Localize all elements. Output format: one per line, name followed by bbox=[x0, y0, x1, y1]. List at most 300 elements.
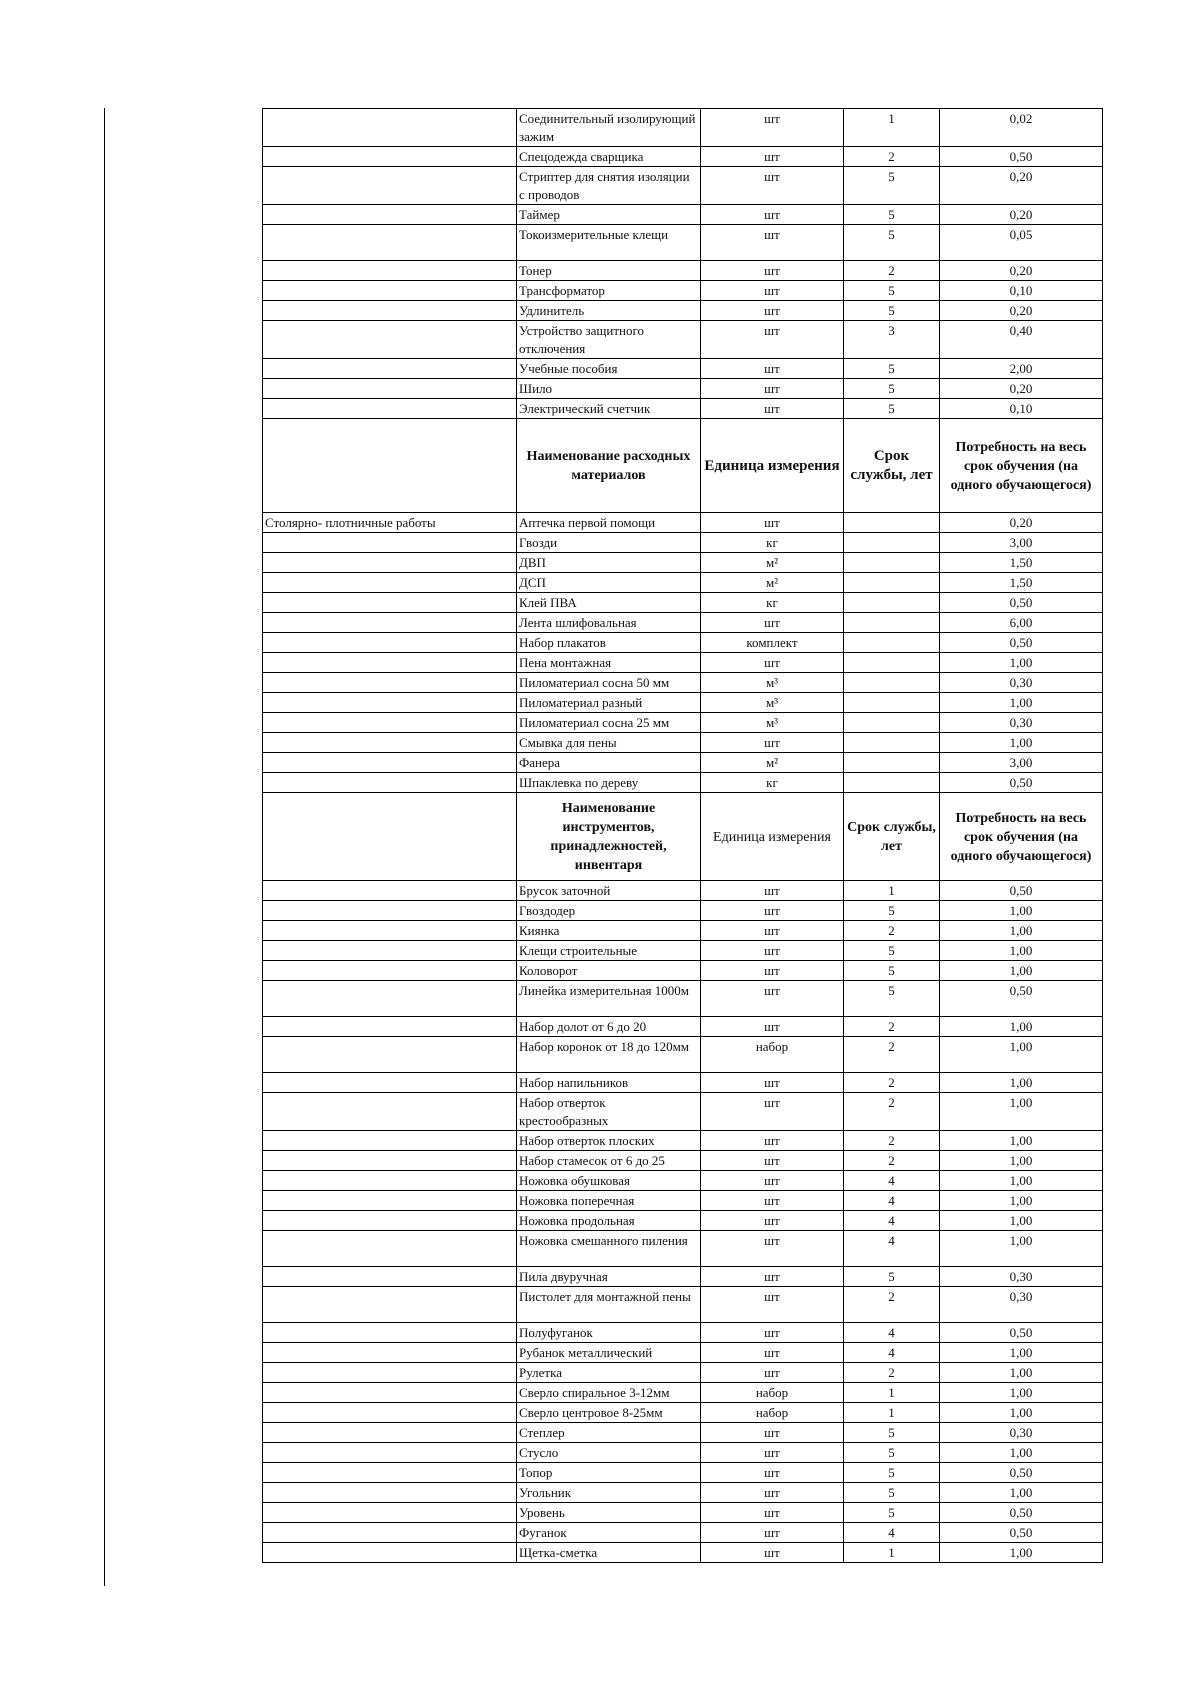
service-life-cell bbox=[844, 513, 940, 533]
header-requirement: Потребность на весь срок обучения (на одного обучающегося) bbox=[940, 793, 1103, 881]
table-row bbox=[263, 901, 1103, 921]
category-cell bbox=[263, 1383, 517, 1403]
service-life-cell: 5 bbox=[844, 961, 940, 981]
category-cell bbox=[263, 1131, 517, 1151]
tools-header-row bbox=[263, 793, 1103, 881]
category-cell bbox=[263, 1191, 517, 1211]
category-cell bbox=[263, 419, 517, 513]
requirement-cell: 1,00 bbox=[940, 1483, 1103, 1503]
item-name-cell: Набор отверток крестообразных bbox=[517, 1093, 701, 1131]
table-row bbox=[263, 1211, 1103, 1231]
table-row bbox=[263, 773, 1103, 793]
table-row bbox=[263, 673, 1103, 693]
unit-cell: кг bbox=[701, 533, 844, 553]
table-row bbox=[263, 1443, 1103, 1463]
unit-cell: шт bbox=[701, 147, 844, 167]
table-row bbox=[263, 921, 1103, 941]
service-life-cell bbox=[844, 713, 940, 733]
item-name-cell: Трансформатор bbox=[517, 281, 701, 301]
requirement-cell: 2,00 bbox=[940, 359, 1103, 379]
item-name-cell: Набор коронок от 18 до 120мм bbox=[517, 1037, 701, 1073]
service-life-cell: 5 bbox=[844, 1483, 940, 1503]
service-life-cell bbox=[844, 613, 940, 633]
requirement-cell: 0,50 bbox=[940, 1503, 1103, 1523]
service-life-cell: 2 bbox=[844, 1363, 940, 1383]
table-row bbox=[263, 399, 1103, 419]
requirement-cell: 1,00 bbox=[940, 1017, 1103, 1037]
requirement-cell: 0,50 bbox=[940, 773, 1103, 793]
service-life-cell bbox=[844, 773, 940, 793]
item-name-cell: Пена монтажная bbox=[517, 653, 701, 673]
unit-cell: шт bbox=[701, 1171, 844, 1191]
requirement-cell: 0,50 bbox=[940, 1523, 1103, 1543]
service-life-cell: 2 bbox=[844, 1151, 940, 1171]
unit-cell: шт bbox=[701, 901, 844, 921]
service-life-cell: 4 bbox=[844, 1323, 940, 1343]
requirement-cell: 0,50 bbox=[940, 593, 1103, 613]
category-cell bbox=[263, 1211, 517, 1231]
requirement-cell: 1,00 bbox=[940, 901, 1103, 921]
item-name-cell: Набор напильников bbox=[517, 1073, 701, 1093]
service-life-cell: 5 bbox=[844, 941, 940, 961]
requirement-cell: 0,50 bbox=[940, 881, 1103, 901]
item-name-cell: Удлинитель bbox=[517, 301, 701, 321]
requirement-cell: 1,00 bbox=[940, 961, 1103, 981]
table-row bbox=[263, 1503, 1103, 1523]
item-name-cell: Соединительный изолирующий зажим bbox=[517, 109, 701, 147]
category-cell bbox=[263, 1037, 517, 1073]
item-name-cell: Фанера bbox=[517, 753, 701, 773]
requirement-cell: 3,00 bbox=[940, 753, 1103, 773]
unit-cell: шт bbox=[701, 225, 844, 261]
item-name-cell: Угольник bbox=[517, 1483, 701, 1503]
table-row bbox=[263, 359, 1103, 379]
item-name-cell: Рулетка bbox=[517, 1363, 701, 1383]
category-cell bbox=[263, 881, 517, 901]
category-cell bbox=[263, 147, 517, 167]
service-life-cell: 5 bbox=[844, 1463, 940, 1483]
item-name-cell: Гвоздодер bbox=[517, 901, 701, 921]
service-life-cell: 4 bbox=[844, 1343, 940, 1363]
unit-cell: шт bbox=[701, 921, 844, 941]
header-name: Наименование расходных материалов bbox=[517, 419, 701, 513]
unit-cell: шт bbox=[701, 613, 844, 633]
unit-cell: шт bbox=[701, 205, 844, 225]
item-name-cell: Гвозди bbox=[517, 533, 701, 553]
category-cell bbox=[263, 593, 517, 613]
item-name-cell: Набор отверток плоских bbox=[517, 1131, 701, 1151]
item-name-cell: Коловорот bbox=[517, 961, 701, 981]
materials-header-row bbox=[263, 419, 1103, 513]
header-name: Наименование инструментов, принадлежностей, инвентаря bbox=[517, 793, 701, 881]
unit-cell: шт bbox=[701, 1211, 844, 1231]
category-cell bbox=[263, 1151, 517, 1171]
category-cell bbox=[263, 1287, 517, 1323]
category-cell bbox=[263, 981, 517, 1017]
requirement-cell: 0,10 bbox=[940, 281, 1103, 301]
unit-cell: шт bbox=[701, 1093, 844, 1131]
unit-cell: кг bbox=[701, 593, 844, 613]
table-row bbox=[263, 147, 1103, 167]
table-row bbox=[263, 1423, 1103, 1443]
table-row bbox=[263, 981, 1103, 1017]
item-name-cell: Пиломатериал сосна 25 мм bbox=[517, 713, 701, 733]
table-row bbox=[263, 1191, 1103, 1211]
unit-cell: шт bbox=[701, 359, 844, 379]
table-row bbox=[263, 1363, 1103, 1383]
service-life-cell: 5 bbox=[844, 225, 940, 261]
service-life-cell: 4 bbox=[844, 1211, 940, 1231]
unit-cell: шт bbox=[701, 1287, 844, 1323]
item-name-cell: Щетка-сметка bbox=[517, 1543, 701, 1563]
service-life-cell: 2 bbox=[844, 1287, 940, 1323]
category-cell bbox=[263, 1463, 517, 1483]
category-cell bbox=[263, 1443, 517, 1463]
service-life-cell: 2 bbox=[844, 921, 940, 941]
table-row bbox=[263, 1287, 1103, 1323]
item-name-cell: Фуганок bbox=[517, 1523, 701, 1543]
table-row bbox=[263, 225, 1103, 261]
requirement-cell: 0,30 bbox=[940, 673, 1103, 693]
service-life-cell bbox=[844, 753, 940, 773]
item-name-cell: Линейка измерительная 1000м bbox=[517, 981, 701, 1017]
category-cell bbox=[263, 1171, 517, 1191]
unit-cell: м² bbox=[701, 573, 844, 593]
service-life-cell: 5 bbox=[844, 167, 940, 205]
unit-cell: набор bbox=[701, 1037, 844, 1073]
item-name-cell: Лента шлифовальная bbox=[517, 613, 701, 633]
requirement-cell: 1,00 bbox=[940, 1343, 1103, 1363]
service-life-cell: 1 bbox=[844, 881, 940, 901]
requirement-cell: 0,50 bbox=[940, 1323, 1103, 1343]
category-cell bbox=[263, 1323, 517, 1343]
category-cell bbox=[263, 1073, 517, 1093]
service-life-cell: 4 bbox=[844, 1191, 940, 1211]
requirement-cell: 0,30 bbox=[940, 1267, 1103, 1287]
requirement-cell: 0,30 bbox=[940, 1287, 1103, 1323]
requirement-cell: 1,00 bbox=[940, 693, 1103, 713]
category-cell bbox=[263, 921, 517, 941]
category-cell bbox=[263, 359, 517, 379]
service-life-cell bbox=[844, 553, 940, 573]
category-cell bbox=[263, 633, 517, 653]
table-row bbox=[263, 1073, 1103, 1093]
table-row bbox=[263, 261, 1103, 281]
item-name-cell: Спецодежда сварщика bbox=[517, 147, 701, 167]
service-life-cell bbox=[844, 573, 940, 593]
item-name-cell: Набор долот от 6 до 20 bbox=[517, 1017, 701, 1037]
header-unit: Единица измерения bbox=[701, 419, 844, 513]
requirement-cell: 1,00 bbox=[940, 1231, 1103, 1267]
table-row bbox=[263, 301, 1103, 321]
requirement-cell: 0,20 bbox=[940, 513, 1103, 533]
unit-cell: шт bbox=[701, 1131, 844, 1151]
requirement-cell: 1,00 bbox=[940, 1443, 1103, 1463]
unit-cell: шт bbox=[701, 961, 844, 981]
unit-cell: шт bbox=[701, 321, 844, 359]
requirement-cell: 0,20 bbox=[940, 261, 1103, 281]
unit-cell: комплект bbox=[701, 633, 844, 653]
requirement-cell: 1,00 bbox=[940, 921, 1103, 941]
table-row bbox=[263, 1037, 1103, 1073]
table-row bbox=[263, 379, 1103, 399]
table-row bbox=[263, 1131, 1103, 1151]
category-cell bbox=[263, 1403, 517, 1423]
service-life-cell: 2 bbox=[844, 1073, 940, 1093]
item-name-cell: Набор стамесок от 6 до 25 bbox=[517, 1151, 701, 1171]
service-life-cell: 5 bbox=[844, 281, 940, 301]
unit-cell: шт bbox=[701, 1017, 844, 1037]
unit-cell: шт bbox=[701, 1323, 844, 1343]
category-cell bbox=[263, 1231, 517, 1267]
requirement-cell: 0,20 bbox=[940, 167, 1103, 205]
item-name-cell: Ножовка обушковая bbox=[517, 1171, 701, 1191]
service-life-cell: 5 bbox=[844, 1423, 940, 1443]
category-cell bbox=[263, 613, 517, 633]
requirement-cell: 0,50 bbox=[940, 981, 1103, 1017]
category-cell bbox=[263, 205, 517, 225]
service-life-cell: 2 bbox=[844, 147, 940, 167]
requirement-cell: 1,00 bbox=[940, 1383, 1103, 1403]
unit-cell: м² bbox=[701, 553, 844, 573]
requirement-cell: 1,00 bbox=[940, 1543, 1103, 1563]
item-name-cell: Сверло центровое 8-25мм bbox=[517, 1403, 701, 1423]
service-life-cell: 4 bbox=[844, 1231, 940, 1267]
unit-cell: кг bbox=[701, 773, 844, 793]
category-cell bbox=[263, 1423, 517, 1443]
table-row bbox=[263, 753, 1103, 773]
service-life-cell: 2 bbox=[844, 1017, 940, 1037]
category-cell bbox=[263, 713, 517, 733]
page-margin-line bbox=[104, 108, 105, 1586]
category-cell bbox=[263, 301, 517, 321]
table-row bbox=[263, 533, 1103, 553]
item-name-cell: Киянка bbox=[517, 921, 701, 941]
unit-cell: шт bbox=[701, 1543, 844, 1563]
service-life-cell bbox=[844, 593, 940, 613]
category-cell bbox=[263, 261, 517, 281]
requirement-cell: 1,00 bbox=[940, 1037, 1103, 1073]
service-life-cell: 5 bbox=[844, 1267, 940, 1287]
requirement-cell: 1,00 bbox=[940, 1093, 1103, 1131]
unit-cell: шт bbox=[701, 1423, 844, 1443]
category-cell bbox=[263, 941, 517, 961]
item-name-cell: Таймер bbox=[517, 205, 701, 225]
table-row bbox=[263, 1523, 1103, 1543]
table-row bbox=[263, 513, 1103, 533]
category-cell bbox=[263, 399, 517, 419]
table-row bbox=[263, 281, 1103, 301]
table-row bbox=[263, 1383, 1103, 1403]
unit-cell: шт bbox=[701, 881, 844, 901]
item-name-cell: Степлер bbox=[517, 1423, 701, 1443]
item-name-cell: Электрический счетчик bbox=[517, 399, 701, 419]
table-row bbox=[263, 881, 1103, 901]
section-title-cell: Столярно- плотничные работы bbox=[263, 513, 517, 533]
category-cell bbox=[263, 1343, 517, 1363]
table-row bbox=[263, 1267, 1103, 1287]
unit-cell: шт bbox=[701, 941, 844, 961]
item-name-cell: Аптечка первой помощи bbox=[517, 513, 701, 533]
item-name-cell: Топор bbox=[517, 1463, 701, 1483]
unit-cell: шт bbox=[701, 399, 844, 419]
table-row bbox=[263, 1483, 1103, 1503]
requirement-cell: 0,40 bbox=[940, 321, 1103, 359]
requirement-cell: 1,50 bbox=[940, 573, 1103, 593]
category-cell bbox=[263, 1267, 517, 1287]
category-cell bbox=[263, 693, 517, 713]
category-cell bbox=[263, 379, 517, 399]
item-name-cell: Уровень bbox=[517, 1503, 701, 1523]
category-cell bbox=[263, 1503, 517, 1523]
requirement-cell: 1,50 bbox=[940, 553, 1103, 573]
unit-cell: набор bbox=[701, 1403, 844, 1423]
service-life-cell: 2 bbox=[844, 1131, 940, 1151]
service-life-cell: 4 bbox=[844, 1523, 940, 1543]
table-row bbox=[263, 1543, 1103, 1563]
unit-cell: шт bbox=[701, 379, 844, 399]
requirement-cell: 1,00 bbox=[940, 1073, 1103, 1093]
service-life-cell: 5 bbox=[844, 1503, 940, 1523]
service-life-cell: 2 bbox=[844, 1037, 940, 1073]
equipment-table-body bbox=[263, 109, 1103, 1563]
unit-cell: м³ bbox=[701, 693, 844, 713]
unit-cell: шт bbox=[701, 981, 844, 1017]
unit-cell: шт bbox=[701, 1443, 844, 1463]
table-row bbox=[263, 941, 1103, 961]
service-life-cell: 5 bbox=[844, 1443, 940, 1463]
unit-cell: шт bbox=[701, 301, 844, 321]
category-cell bbox=[263, 1017, 517, 1037]
service-life-cell: 5 bbox=[844, 359, 940, 379]
item-name-cell: Шило bbox=[517, 379, 701, 399]
unit-cell: шт bbox=[701, 1231, 844, 1267]
item-name-cell: Пиломатериал разный bbox=[517, 693, 701, 713]
table-row bbox=[263, 167, 1103, 205]
header-requirement: Потребность на весь срок обучения (на одного обучающегося) bbox=[940, 419, 1103, 513]
table-row bbox=[263, 1403, 1103, 1423]
item-name-cell: Учебные пособия bbox=[517, 359, 701, 379]
item-name-cell: Набор плакатов bbox=[517, 633, 701, 653]
item-name-cell: Стриптер для снятия изоляции с проводов bbox=[517, 167, 701, 205]
category-cell bbox=[263, 1523, 517, 1543]
unit-cell: шт bbox=[701, 1503, 844, 1523]
unit-cell: шт bbox=[701, 1151, 844, 1171]
unit-cell: м³ bbox=[701, 713, 844, 733]
requirement-cell: 0,30 bbox=[940, 713, 1103, 733]
unit-cell: шт bbox=[701, 1343, 844, 1363]
requirement-cell: 1,00 bbox=[940, 1171, 1103, 1191]
category-cell bbox=[263, 733, 517, 753]
service-life-cell bbox=[844, 633, 940, 653]
unit-cell: шт bbox=[701, 1523, 844, 1543]
requirement-cell: 0,50 bbox=[940, 633, 1103, 653]
category-cell bbox=[263, 961, 517, 981]
table-row bbox=[263, 205, 1103, 225]
table-row bbox=[263, 553, 1103, 573]
equipment-table bbox=[262, 108, 1103, 1563]
service-life-cell: 1 bbox=[844, 109, 940, 147]
item-name-cell: ДВП bbox=[517, 553, 701, 573]
table-row bbox=[263, 1231, 1103, 1267]
item-name-cell: Ножовка поперечная bbox=[517, 1191, 701, 1211]
requirement-cell: 1,00 bbox=[940, 733, 1103, 753]
category-cell bbox=[263, 109, 517, 147]
service-life-cell: 5 bbox=[844, 301, 940, 321]
requirement-cell: 0,50 bbox=[940, 1463, 1103, 1483]
service-life-cell: 5 bbox=[844, 901, 940, 921]
category-cell bbox=[263, 281, 517, 301]
category-cell bbox=[263, 1543, 517, 1563]
item-name-cell: Ножовка смешанного пиления bbox=[517, 1231, 701, 1267]
service-life-cell bbox=[844, 733, 940, 753]
item-name-cell: Шпаклевка по дереву bbox=[517, 773, 701, 793]
category-cell bbox=[263, 167, 517, 205]
item-name-cell: Пиломатериал сосна 50 мм bbox=[517, 673, 701, 693]
category-cell bbox=[263, 901, 517, 921]
item-name-cell: Рубанок металлический bbox=[517, 1343, 701, 1363]
item-name-cell: Пила двуручная bbox=[517, 1267, 701, 1287]
table-row bbox=[263, 713, 1103, 733]
unit-cell: шт bbox=[701, 733, 844, 753]
category-cell bbox=[263, 793, 517, 881]
item-name-cell: Брусок заточной bbox=[517, 881, 701, 901]
service-life-cell: 2 bbox=[844, 1093, 940, 1131]
unit-cell: шт bbox=[701, 1363, 844, 1383]
service-life-cell bbox=[844, 673, 940, 693]
table-row bbox=[263, 693, 1103, 713]
table-row bbox=[263, 1323, 1103, 1343]
item-name-cell: Клей ПВА bbox=[517, 593, 701, 613]
requirement-cell: 1,00 bbox=[940, 1191, 1103, 1211]
category-cell bbox=[263, 553, 517, 573]
item-name-cell: Полуфуганок bbox=[517, 1323, 701, 1343]
item-name-cell: Смывка для пены bbox=[517, 733, 701, 753]
unit-cell: м² bbox=[701, 753, 844, 773]
unit-cell: шт bbox=[701, 653, 844, 673]
category-cell bbox=[263, 573, 517, 593]
header-service-life: Срок службы, лет bbox=[844, 793, 940, 881]
item-name-cell: Стусло bbox=[517, 1443, 701, 1463]
item-name-cell: Токоизмерительные клещи bbox=[517, 225, 701, 261]
service-life-cell: 5 bbox=[844, 399, 940, 419]
table-row bbox=[263, 593, 1103, 613]
requirement-cell: 3,00 bbox=[940, 533, 1103, 553]
requirement-cell: 0,02 bbox=[940, 109, 1103, 147]
service-life-cell: 4 bbox=[844, 1171, 940, 1191]
table-row bbox=[263, 1171, 1103, 1191]
table-row bbox=[263, 633, 1103, 653]
requirement-cell: 6,00 bbox=[940, 613, 1103, 633]
category-cell bbox=[263, 1093, 517, 1131]
requirement-cell: 1,00 bbox=[940, 1131, 1103, 1151]
requirement-cell: 0,10 bbox=[940, 399, 1103, 419]
unit-cell: шт bbox=[701, 281, 844, 301]
requirement-cell: 1,00 bbox=[940, 1211, 1103, 1231]
category-cell bbox=[263, 533, 517, 553]
table-row bbox=[263, 733, 1103, 753]
unit-cell: шт bbox=[701, 1463, 844, 1483]
service-life-cell: 1 bbox=[844, 1383, 940, 1403]
unit-cell: шт bbox=[701, 1191, 844, 1211]
unit-cell: шт bbox=[701, 1073, 844, 1093]
unit-cell: шт bbox=[701, 261, 844, 281]
service-life-cell: 1 bbox=[844, 1543, 940, 1563]
unit-cell: шт bbox=[701, 1483, 844, 1503]
unit-cell: шт bbox=[701, 1267, 844, 1287]
table-row bbox=[263, 653, 1103, 673]
item-name-cell: Тонер bbox=[517, 261, 701, 281]
